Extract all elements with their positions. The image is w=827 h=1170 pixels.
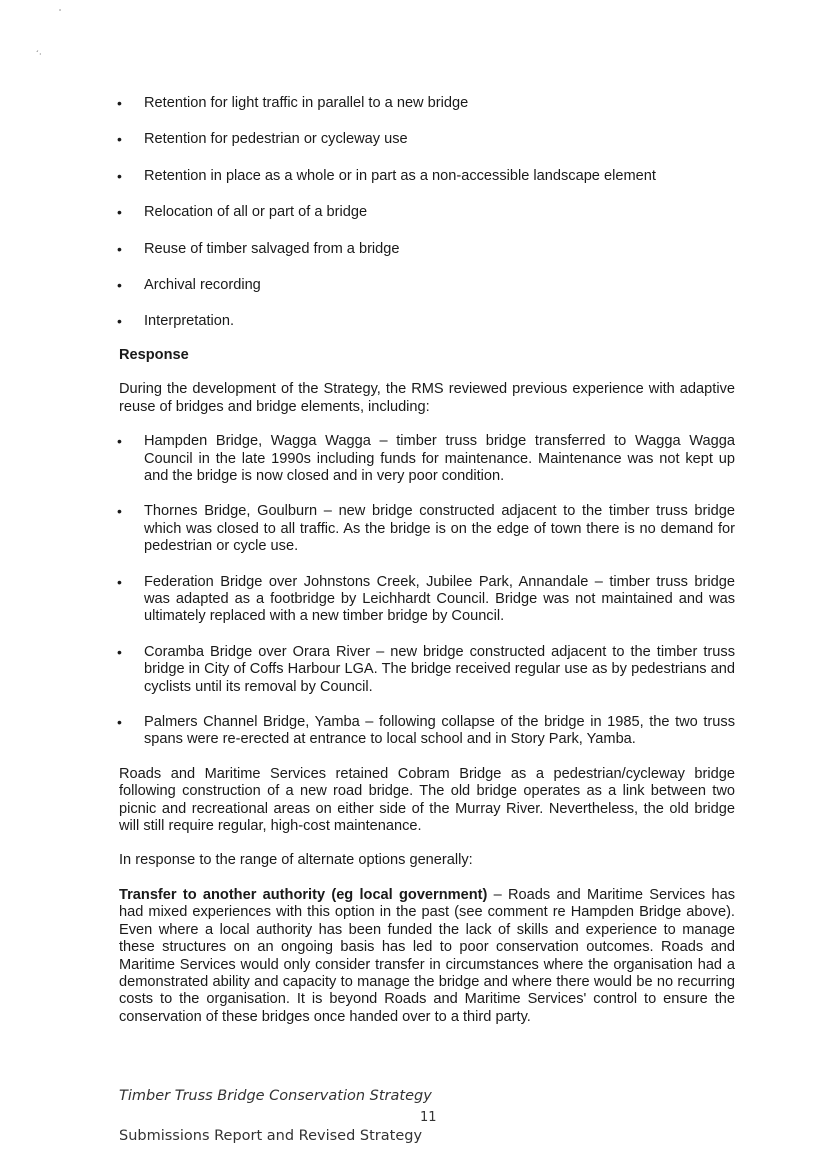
options-list bbox=[119, 94, 735, 330]
footer-subtitle: Submissions Report and Revised Strategy bbox=[119, 1128, 423, 1144]
transfer-paragraph bbox=[119, 887, 735, 1026]
experience-list bbox=[119, 433, 735, 749]
bullet-icon: • bbox=[117, 313, 122, 330]
response-paragraph: In response to the range of alternate options generally: bbox=[119, 852, 473, 869]
list-item-text: Hampden Bridge, Wagga Wagga – timber truss bridge transferred to Wagga Wagga Council in the late 1990s including funds for maintenance. Maintenance was not kept up and the bridge is now closed and in very poor condition. bbox=[144, 433, 735, 484]
bullet-icon: • bbox=[117, 240, 122, 257]
bullet-icon: • bbox=[117, 503, 122, 520]
list-item-text: Coramba Bridge over Orara River – new bridge constructed adjacent to the timber truss bridge in City of Coffs Harbour LGA. The bridge received regular use as by pedestrians and cyclists until its removal by Council. bbox=[144, 643, 735, 695]
list-item-text: Retention for pedestrian or cycleway use bbox=[144, 131, 408, 148]
list-item bbox=[119, 203, 735, 221]
scan-speck: ´· bbox=[35, 50, 42, 59]
list-item-text: Thornes Bridge, Goulburn – new bridge constructed adjacent to the timber truss bridge which was closed to all traffic. As the bridge is on the edge of town there is no demand for pedestrian or cycle use. bbox=[144, 503, 735, 555]
list-item bbox=[119, 276, 735, 294]
bullet-icon: • bbox=[117, 433, 122, 450]
document-page bbox=[119, 94, 735, 1026]
bullet-icon: • bbox=[117, 714, 122, 731]
list-item bbox=[119, 644, 735, 696]
list-item-text: Retention for light traffic in parallel to a new bridge bbox=[144, 95, 469, 111]
list-item bbox=[119, 167, 735, 185]
page-number: 11 bbox=[420, 1110, 437, 1125]
list-item bbox=[119, 433, 735, 485]
bullet-icon: • bbox=[117, 573, 122, 590]
list-item bbox=[119, 574, 735, 626]
response-heading: Response bbox=[119, 347, 189, 364]
cobram-paragraph: Roads and Maritime Services retained Cobram Bridge as a pedestrian/cycleway bridge following construction of a new road bridge. The old bridge operates as a link between two picnic and recreational areas on either side of the Murray River. Nevertheless, the old bridge will still require regular, high-cost maintenance. bbox=[119, 765, 735, 835]
list-item-text: Interpretation. bbox=[144, 313, 235, 330]
bullet-icon: • bbox=[117, 276, 122, 293]
bullet-icon: • bbox=[117, 167, 122, 184]
bullet-icon: • bbox=[117, 95, 122, 111]
transfer-text: – Roads and Maritime Services has had mixed experiences with this option in the past (see comment re Hampden Bridge above). Even where a local authority has been funded the lack of skills and experience to manage these structures on an ongoing basis has led to poor conservation outcomes. Roads and Maritime Services would only consider transfer in circumstances where the organisation had a demonstrated ability and capacity to manage the bridge and where there would be no recurring costs to the organisation. It is beyond Roads and Maritime Services' control to ensure the conservation of these bridges once handed over to a third party. bbox=[119, 886, 735, 1025]
list-item bbox=[119, 94, 735, 112]
list-item bbox=[119, 312, 735, 330]
footer-title: Timber Truss Bridge Conservation Strategy bbox=[119, 1088, 432, 1104]
list-item bbox=[119, 503, 735, 555]
bullet-icon: • bbox=[117, 643, 122, 660]
bullet-icon: • bbox=[117, 131, 122, 148]
list-item-text: Reuse of timber salvaged from a bridge bbox=[144, 240, 400, 257]
list-item-text: Federation Bridge over Johnstons Creek, Jubilee Park, Annandale – timber truss bridge was adapted as a footbridge by Leichhardt Council. Bridge was not maintained and was ultimately replaced with a new timber bridge by Council. bbox=[144, 573, 735, 625]
list-item bbox=[119, 130, 735, 148]
intro-paragraph: During the development of the Strategy, the RMS reviewed previous experience with adaptive reuse of bridges and bridge elements, including: bbox=[119, 381, 735, 415]
list-item-text: Relocation of all or part of a bridge bbox=[144, 204, 368, 221]
list-item bbox=[119, 240, 735, 258]
list-item-text: Archival recording bbox=[144, 276, 261, 293]
transfer-heading: Transfer to another authority (eg local government) bbox=[119, 886, 488, 903]
list-item-text: Palmers Channel Bridge, Yamba – following collapse of the bridge in 1985, the two truss spans were re-erected at entrance to local school and in Story Park, Yamba. bbox=[144, 714, 735, 748]
bullet-icon: • bbox=[117, 204, 122, 221]
scan-speck: ˒ bbox=[59, 6, 62, 15]
list-item bbox=[119, 714, 735, 749]
list-item-text: Retention in place as a whole or in part as a non-accessible landscape element bbox=[144, 167, 656, 184]
